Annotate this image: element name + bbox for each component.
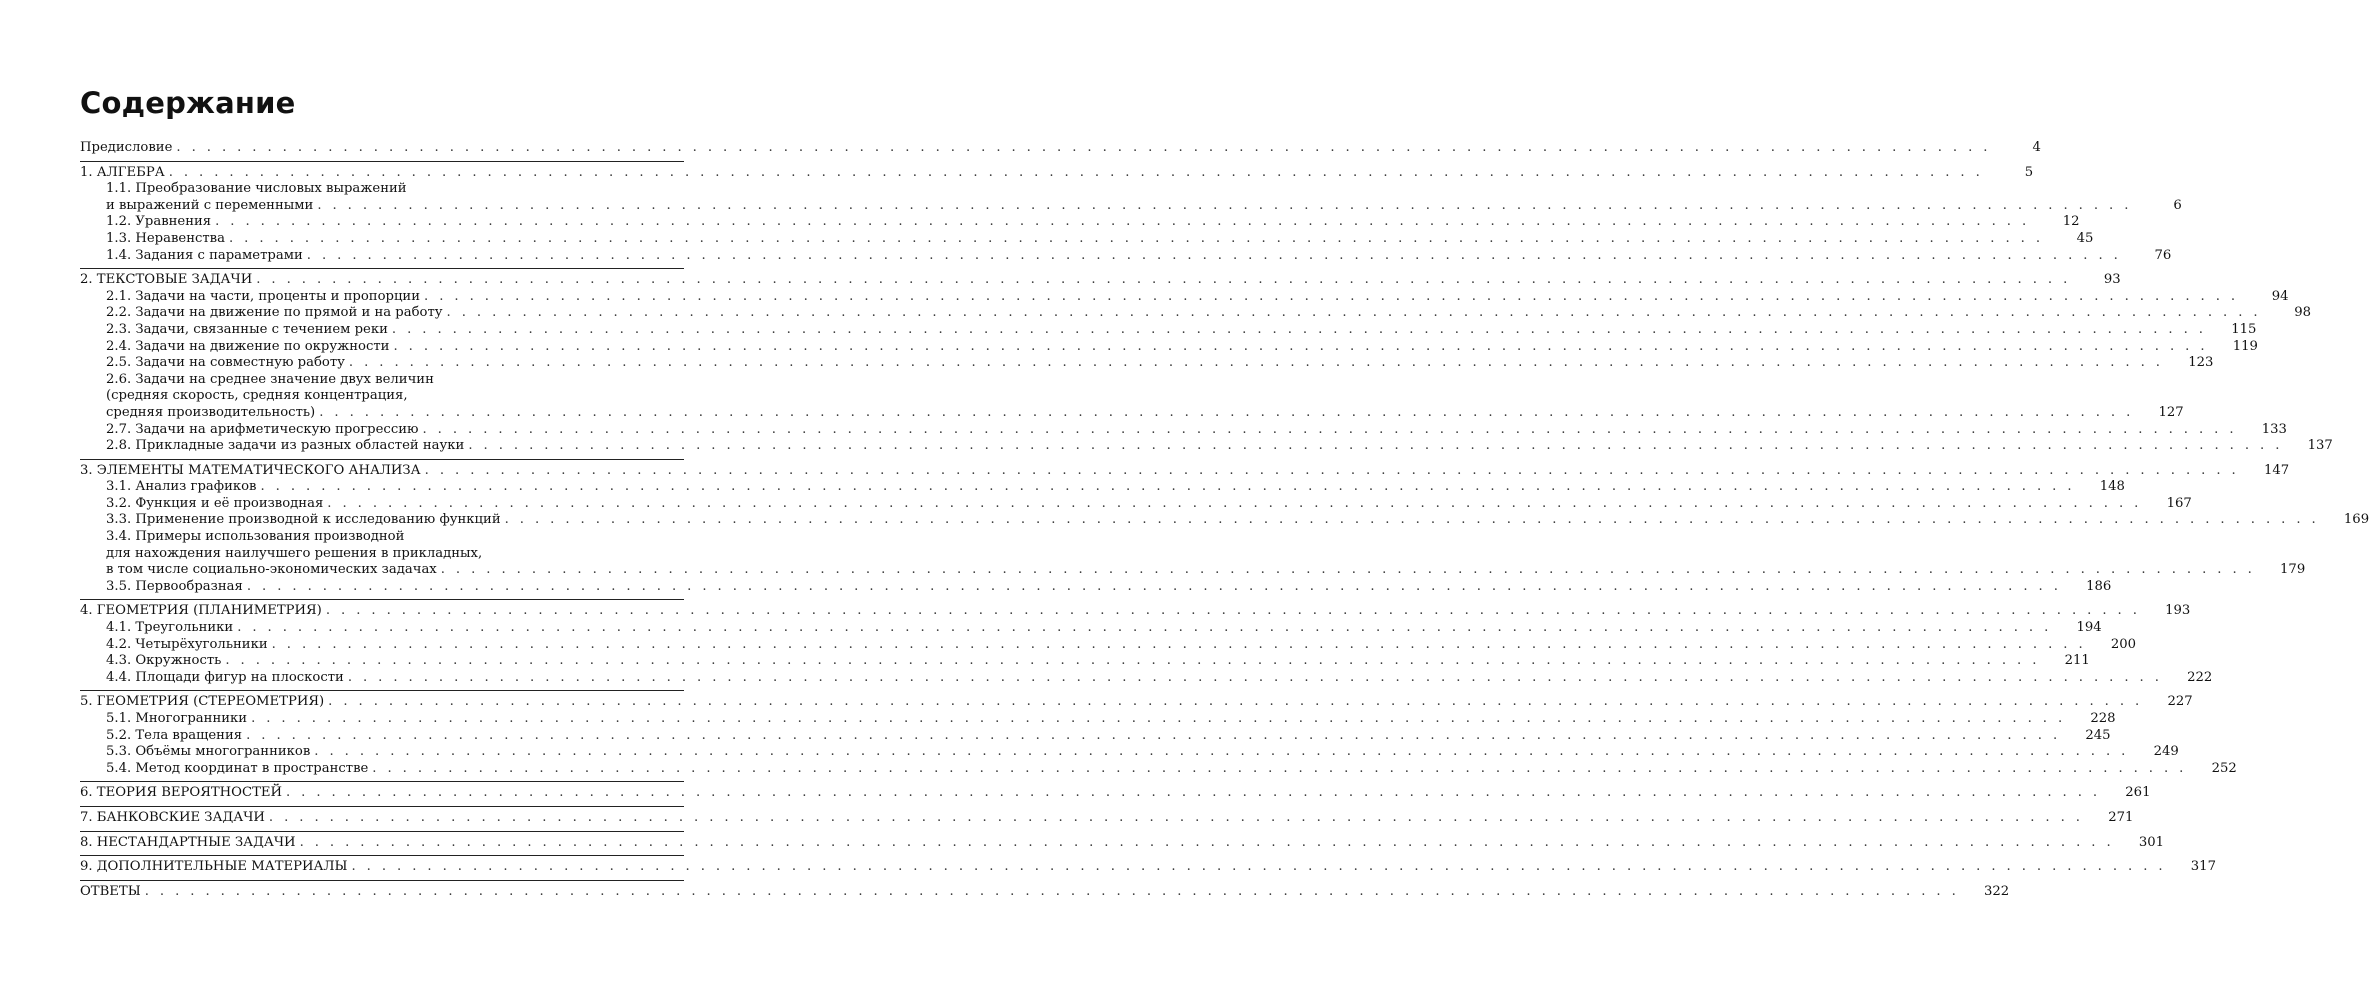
toc-chapter-line[interactable] [80,462,2290,480]
entry-title: 2.4. Задачи на движение по окружности [106,338,390,354]
toc-chapter-block [80,855,2216,880]
entry-title: 4. ГЕОМЕТРИЯ (ПЛАНИМЕТРИЯ) [80,603,322,619]
toc-chapter-line[interactable] [80,603,2191,620]
entry-title: и выражений с переменными [106,197,314,213]
entry-title: 5.1. Многогранники [106,711,248,726]
page-number: 123 [2188,355,2214,371]
dot-leader: . . . . . . . . . . . . . . . . . . . . . . . . . . . . . . . . . . . . . . . . . . . . . . . . . . . . . . . . . . . . . . . . . . . . . . . . . . . . . . . . . . . . . . . . . . . . . . . . . . . . . . . . . . . . . . . . . . . . . . . . [391,321,2207,337]
entry-title: (средняя скорость, средняя концентрация, [106,388,408,404]
page-number: 301 [2138,834,2165,850]
entry-title: 6. ТЕОРИЯ ВЕРОЯТНОСТЕЙ [80,785,282,801]
dot-leader: . . . . . . . . . . . . . . . . . . . . . . . . . . . . . . . . . . . . . . . . . . . . . . . . . . . . . . . . . . . . . . . . . . . . . . . . . . . . . . . . . . . . . . . . . . . . . . . . . . . . . . . . . . . . . . . . . . . . . . . . [424,288,2239,304]
toc-chapter-line[interactable] [80,809,2134,827]
toc-chapter-line[interactable] [80,834,2165,852]
dot-leader: . . . . . . . . . . . . . . . . . . . . . . . . . . . . . . . . . . . . . . . . . . . . . . . . . . . . . . . . . . . . . . . . . . . . . . . . . . . . . . . . . . . . . . . . . . . . . . . . . . . . . . . . . . . . . . . . . . . . . . . . [256,272,2071,288]
toc-chapter-block [80,459,2369,600]
toc-section-line[interactable] [80,529,684,546]
toc-chapter-line[interactable] [80,694,2193,711]
toc-chapter-block [80,161,2182,269]
entry-title: ОТВЕТЫ [80,883,141,899]
entry-title: 1. АЛГЕБРА [80,164,165,180]
toc-section-line[interactable] [80,338,2258,356]
entry-title: 4.2. Четырёхугольники [106,636,268,652]
entry-title: 9. ДОПОЛНИТЕЛЬНЫЕ МАТЕРИАЛЫ [80,859,348,875]
toc-section-line[interactable] [80,636,2137,654]
dot-leader: . . . . . . . . . . . . . . . . . . . . . . . . . . . . . . . . . . . . . . . . . . . . . . . . . . . . . . . . . . . . . . . . . . . . . . . . . . . . . . . . . . . . . . . . . . . . . . . . . . . . . . . . . . . . . . . . . . . . . . . . [237,620,2052,636]
dot-leader: . . . . . . . . . . . . . . . . . . . . . . . . . . . . . . . . . . . . . . . . . . . . . . . . . . . . . . . . . . . . . . . . . . . . . . . . . . . . . . . . . . . . . . . . . . . . . . . . . . . . . . . . . . . . . . . . . . . . . . . . [260,479,2075,495]
toc-section-line[interactable] [80,421,2287,439]
toc-chapter-line[interactable] [80,272,2121,289]
page-number: 200 [2110,636,2137,652]
page-number: 186 [2086,578,2112,594]
page-number: 227 [2167,694,2193,710]
page-number: 12 [2062,214,2080,230]
entry-title: 3.5. Первообразная [106,578,243,594]
entry-title: 2.8. Прикладные задачи из разных областей науки [106,438,465,454]
entry-title: 2.1. Задачи на части, проценты и пропорции [106,288,421,304]
toc-section-line[interactable] [80,404,2184,422]
page-number: 4 [2032,140,2041,155]
dot-leader: . . . . . . . . . . . . . . . . . . . . . . . . . . . . . . . . . . . . . . . . . . . . . . . . . . . . . . . . . . . . . . . . . . . . . . . . . . . . . . . . . . . . . . . . . . . . . . . . . . . . . . . . . . . . . . . . . . . . . . . . [351,859,2166,875]
page-number: 167 [2166,495,2192,511]
toc-section-line[interactable] [80,760,2237,778]
toc-section-line[interactable] [80,247,2172,265]
entry-title: 5.2. Тела вращения [106,727,243,743]
dot-leader: . . . . . . . . . . . . . . . . . . . . . . . . . . . . . . . . . . . . . . . . . . . . . . . . . . . . . . . . . . . . . . . . . . . . . . . . . . . . . . . . . . . . . . . . . . . . . . . . . . . . . . . . . . . . . . . . . . . . . . . . [314,744,2129,760]
dot-leader: . . . . . . . . . . . . . . . . . . . . . . . . . . . . . . . . . . . . . . . . . . . . . . . . . . . . . . . . . . . . . . . . . . . . . . . . . . . . . . . . . . . . . . . . . . . . . . . . . . . . . . . . . . . . . . . . . . . . . . . . [393,338,2208,354]
entry-title: 1.4. Задания с параметрами [106,247,303,263]
page-number: 228 [2090,711,2116,726]
toc-section-line[interactable] [80,711,2116,728]
toc-chapter-line[interactable] [80,883,2010,901]
dot-leader: . . . . . . . . . . . . . . . . . . . . . . . . . . . . . . . . . . . . . . . . . . . . . . . . . . . . . . . . . . . . . . . . . . . . . . . . . . . . . . . . . . . . . . . . . . . . . . . . . . . . . . . . . . . . . . . . . . . . . . . . [347,669,2163,685]
toc-section-line[interactable] [80,197,2182,215]
entry-title: 4.3. Окружность [106,653,222,669]
dot-leader: . . . . . . . . . . . . . . . . . . . . . . . . . . . . . . . . . . . . . . . . . . . . . . . . . . . . . . . . . . . . . . . . . . . . . . . . . . . . . . . . . . . . . . . . . . . . . . . . . . . . . . . . . . . . . . . . . . . . . . . . [144,883,1960,899]
page-number: 137 [2307,438,2333,454]
entry-title: 5.4. Метод координат в пространстве [106,760,369,776]
toc-chapter-block [80,268,2333,459]
toc-chapter-line[interactable] [80,140,2041,157]
toc-chapter-block [80,599,2213,690]
dot-leader: . . . . . . . . . . . . . . . . . . . . . . . . . . . . . . . . . . . . . . . . . . . . . . . . . . . . . . . . . . . . . . . . . . . . . . . . . . . . . . . . . . . . . . . . . . . . . . . . . . . . . . . . . . . . . . . . . . . . . . . . [215,214,2030,230]
page-number: 179 [2280,562,2306,578]
dot-leader: . . . . . . . . . . . . . . . . . . . . . . . . . . . . . . . . . . . . . . . . . . . . . . . . . . . . . . . . . . . . . . . . . . . . . . . . . . . . . . . . . . . . . . . . . . . . . . . . . . . . . . . . . . . . . . . . . . . . . . . . [225,653,2040,669]
page-number: 249 [2153,744,2179,760]
page-number: 6 [2173,197,2182,213]
toc-section-line[interactable] [80,744,2179,761]
dot-leader: . . . . . . . . . . . . . . . . . . . . . . . . . . . . . . . . . . . . . . . . . . . . . . . . . . . . . . . . . . . . . . . . . . . . . . . . . . . . . . . . . . . . . . . . . . . . . . . . . . . . . . . . . . . . . . . . . . . . . . . . [327,495,2142,511]
toc-section-line[interactable] [80,620,2102,637]
entry-title: 5. ГЕОМЕТРИЯ (СТЕРЕОМЕТРИЯ) [80,694,325,710]
entry-title: 3.2. Функция и её производная [106,495,324,511]
dot-leader: . . . . . . . . . . . . . . . . . . . . . . . . . . . . . . . . . . . . . . . . . . . . . . . . . . . . . . . . . . . . . . . . . . . . . . . . . . . . . . . . . . . . . . . . . . . . . . . . . . . . . . . . . . . . . . . . . . . . . . . . [348,355,2164,371]
toc-section-line[interactable] [80,512,2369,529]
page-number: 93 [2103,272,2121,288]
dot-leader: . . . . . . . . . . . . . . . . . . . . . . . . . . . . . . . . . . . . . . . . . . . . . . . . . . . . . . . . . . . . . . . . . . . . . . . . . . . . . . . . . . . . . . . . . . . . . . . . . . . . . . . . . . . . . . . . . . . . . . . . [168,164,1984,180]
dot-leader: . . . . . . . . . . . . . . . . . . . . . . . . . . . . . . . . . . . . . . . . . . . . . . . . . . . . . . . . . . . . . . . . . . . . . . . . . . . . . . . . . . . . . . . . . . . . . . . . . . . . . . . . . . . . . . . . . . . . . . . . [328,694,2143,710]
page-number: 194 [2076,620,2102,636]
page-number: 147 [2263,462,2290,478]
toc-section-line[interactable] [80,181,684,198]
dot-leader: . . . . . . . . . . . . . . . . . . . . . . . . . . . . . . . . . . . . . . . . . . . . . . . . . . . . . . . . . . . . . . . . . . . . . . . . . . . . . . . . . . . . . . . . . . . . . . . . . . . . . . . . . . . . . . . . . . . . . . . . [372,760,2187,776]
toc-chapter-block [80,831,2165,856]
dot-leader: . . . . . . . . . . . . . . . . . . . . . . . . . . . . . . . . . . . . . . . . . . . . . . . . . . . . . . . . . . . . . . . . . . . . . . . . . . . . . . . . . . . . . . . . . . . . . . . . . . . . . . . . . . . . . . . . . . . . . . . . [446,305,2261,321]
entry-title: 2. ТЕКСТОВЫЕ ЗАДАЧИ [80,272,253,288]
page-title: Содержание [80,86,296,120]
toc-chapter-line[interactable] [80,164,2034,182]
toc-section-line[interactable] [80,669,2213,687]
dot-leader: . . . . . . . . . . . . . . . . . . . . . . . . . . . . . . . . . . . . . . . . . . . . . . . . . . . . . . . . . . . . . . . . . . . . . . . . . . . . . . . . . . . . . . . . . . . . . . . . . . . . . . . . . . . . . . . . . . . . . . . . [228,230,2044,246]
page-number: 76 [2154,247,2172,263]
entry-title: 2.3. Задачи, связанные с течением реки [106,321,388,337]
page-number: 5 [2024,164,2034,180]
entry-title: 2.6. Задачи на среднее значение двух величин [106,371,434,387]
page-number: 222 [2187,669,2213,685]
entry-title: средняя производительность) [106,404,316,420]
page-number: 252 [2211,760,2237,776]
entry-title: 2.2. Задачи на движение по прямой и на работу [106,305,443,321]
entry-title: 4.1. Треугольники [106,620,234,636]
toc-section-line[interactable] [80,727,2111,745]
entry-title: 2.7. Задачи на арифметическую прогрессию [106,421,419,437]
toc-section-line[interactable] [80,214,2080,231]
entry-title: для нахождения наилучшего решения в прикладных, [106,545,483,561]
toc-section-line[interactable] [80,321,2257,339]
toc-chapter-line[interactable] [80,785,2151,802]
page-number: 45 [2076,230,2094,246]
entry-title: в том числе социально-экономических задачах [106,562,437,578]
page-number: 261 [2125,785,2151,801]
toc-chapter-block [80,781,2151,806]
toc-section-line[interactable] [80,288,2289,306]
dot-leader: . . . . . . . . . . . . . . . . . . . . . . . . . . . . . . . . . . . . . . . . . . . . . . . . . . . . . . . . . . . . . . . . . . . . . . . . . . . . . . . . . . . . . . . . . . . . . . . . . . . . . . . . . . . . . . . . . . . . . . . . [504,512,2320,528]
page-number: 119 [2232,338,2258,354]
page-number: 193 [2165,603,2191,619]
toc-section-line[interactable] [80,578,2112,596]
entry-title: 8. НЕСТАНДАРТНЫЕ ЗАДАЧИ [80,834,296,850]
toc-chapter-block [80,806,2134,831]
dot-leader: . . . . . . . . . . . . . . . . . . . . . . . . . . . . . . . . . . . . . . . . . . . . . . . . . . . . . . . . . . . . . . . . . . . . . . . . . . . . . . . . . . . . . . . . . . . . . . . . . . . . . . . . . . . . . . . . . . . . . . . . [317,197,2132,213]
entry-title: 1.2. Уравнения [106,214,212,230]
entry-title: 1.1. Преобразование числовых выражений [106,181,407,197]
entry-title: 5.3. Объёмы многогранников [106,744,311,760]
page-number: 94 [2271,288,2289,304]
page-number: 245 [2085,727,2111,743]
entry-title: 3.3. Применение производной к исследованию функций [106,512,501,528]
page-number: 322 [1984,883,2010,899]
entry-title: 7. БАНКОВСКИЕ ЗАДАЧИ [80,809,265,825]
toc-chapter-block [80,137,2041,161]
toc-section-line[interactable] [80,495,2192,513]
page-number: 211 [2064,653,2090,669]
toc-section-line[interactable] [80,230,2094,248]
dot-leader: . . . . . . . . . . . . . . . . . . . . . . . . . . . . . . . . . . . . . . . . . . . . . . . . . . . . . . . . . . . . . . . . . . . . . . . . . . . . . . . . . . . . . . . . . . . . . . . . . . . . . . . . . . . . . . . . . . . . . . . . [246,727,2061,743]
page-number: 148 [2099,479,2125,495]
toc-section-line[interactable] [80,355,2214,372]
page-number: 98 [2294,305,2311,321]
toc-section-line[interactable] [80,388,684,405]
entry-title: Предисловие [80,140,173,155]
dot-leader: . . . . . . . . . . . . . . . . . . . . . . . . . . . . . . . . . . . . . . . . . . . . . . . . . . . . . . . . . . . . . . . . . . . . . . . . . . . . . . . . . . . . . . . . . . . . . . . . . . . . . . . . . . . . . . . . . . . . . . . . [246,578,2062,594]
toc-section-line[interactable] [80,562,2306,579]
toc-section-line[interactable] [80,305,2311,322]
toc-section-line[interactable] [80,372,684,389]
entry-title: 3.4. Примеры использования производной [106,529,405,545]
dot-leader: . . . . . . . . . . . . . . . . . . . . . . . . . . . . . . . . . . . . . . . . . . . . . . . . . . . . . . . . . . . . . . . . . . . . . . . . . . . . . . . . . . . . . . . . . . . . . . . . . . . . . . . . . . . . . . . . . . . . . . . . [268,809,2084,825]
page-number: 127 [2158,404,2184,420]
entry-title: 3. ЭЛЕМЕНТЫ МАТЕМАТИЧЕСКОГО АНАЛИЗА [80,462,421,478]
table-of-contents [80,137,2369,904]
toc-chapter-block [80,690,2237,781]
toc-chapter-line[interactable] [80,859,2216,876]
entry-title: 3.1. Анализ графиков [106,479,257,495]
toc-section-line[interactable] [80,653,2090,670]
page-number: 271 [2108,809,2134,825]
page-number: 169 [2343,512,2369,528]
dot-leader: . . . . . . . . . . . . . . . . . . . . . . . . . . . . . . . . . . . . . . . . . . . . . . . . . . . . . . . . . . . . . . . . . . . . . . . . . . . . . . . . . . . . . . . . . . . . . . . . . . . . . . . . . . . . . . . . . . . . . . . . [306,247,2122,263]
page-number: 317 [2190,859,2216,875]
dot-leader: . . . . . . . . . . . . . . . . . . . . . . . . . . . . . . . . . . . . . . . . . . . . . . . . . . . . . . . . . . . . . . . . . . . . . . . . . . . . . . . . . . . . . . . . . . . . . . . . . . . . . . . . . . . . . . . . . . . . . . . . [319,404,2134,420]
dot-leader: . . . . . . . . . . . . . . . . . . . . . . . . . . . . . . . . . . . . . . . . . . . . . . . . . . . . . . . . . . . . . . . . . . . . . . . . . . . . . . . . . . . . . . . . . . . . . . . . . . . . . . . . . . . . . . . . . . . . . . . . [286,785,2101,801]
page-number: 115 [2231,321,2257,337]
dot-leader: . . . . . . . . . . . . . . . . . . . . . . . . . . . . . . . . . . . . . . . . . . . . . . . . . . . . . . . . . . . . . . . . . . . . . . . . . . . . . . . . . . . . . . . . . . . . . . . . . . . . . . . . . . . . . . . . . . . . . . . . [176,140,1991,155]
dot-leader: . . . . . . . . . . . . . . . . . . . . . . . . . . . . . . . . . . . . . . . . . . . . . . . . . . . . . . . . . . . . . . . . . . . . . . . . . . . . . . . . . . . . . . . . . . . . . . . . . . . . . . . . . . . . . . . . . . . . . . . . [271,636,2087,652]
toc-section-line[interactable] [80,546,684,563]
dot-leader: . . . . . . . . . . . . . . . . . . . . . . . . . . . . . . . . . . . . . . . . . . . . . . . . . . . . . . . . . . . . . . . . . . . . . . . . . . . . . . . . . . . . . . . . . . . . . . . . . . . . . . . . . . . . . . . . . . . . . . . . [251,711,2066,726]
entry-title: 4.4. Площади фигур на плоскости [106,669,344,685]
dot-leader: . . . . . . . . . . . . . . . . . . . . . . . . . . . . . . . . . . . . . . . . . . . . . . . . . . . . . . . . . . . . . . . . . . . . . . . . . . . . . . . . . . . . . . . . . . . . . . . . . . . . . . . . . . . . . . . . . . . . . . . . [440,562,2256,578]
toc-chapter-block [80,880,2010,905]
dot-leader: . . . . . . . . . . . . . . . . . . . . . . . . . . . . . . . . . . . . . . . . . . . . . . . . . . . . . . . . . . . . . . . . . . . . . . . . . . . . . . . . . . . . . . . . . . . . . . . . . . . . . . . . . . . . . . . . . . . . . . . . [299,834,2115,850]
dot-leader: . . . . . . . . . . . . . . . . . . . . . . . . . . . . . . . . . . . . . . . . . . . . . . . . . . . . . . . . . . . . . . . . . . . . . . . . . . . . . . . . . . . . . . . . . . . . . . . . . . . . . . . . . . . . . . . . . . . . . . . . [468,438,2283,454]
entry-title: 1.3. Неравенства [106,230,225,246]
dot-leader: . . . . . . . . . . . . . . . . . . . . . . . . . . . . . . . . . . . . . . . . . . . . . . . . . . . . . . . . . . . . . . . . . . . . . . . . . . . . . . . . . . . . . . . . . . . . . . . . . . . . . . . . . . . . . . . . . . . . . . . . [424,462,2240,478]
dot-leader: . . . . . . . . . . . . . . . . . . . . . . . . . . . . . . . . . . . . . . . . . . . . . . . . . . . . . . . . . . . . . . . . . . . . . . . . . . . . . . . . . . . . . . . . . . . . . . . . . . . . . . . . . . . . . . . . . . . . . . . . [422,421,2237,437]
entry-title: 2.5. Задачи на совместную работу [106,355,345,371]
toc-section-line[interactable] [80,438,2333,455]
toc-section-line[interactable] [80,479,2125,496]
page-number: 133 [2261,421,2287,437]
dot-leader: . . . . . . . . . . . . . . . . . . . . . . . . . . . . . . . . . . . . . . . . . . . . . . . . . . . . . . . . . . . . . . . . . . . . . . . . . . . . . . . . . . . . . . . . . . . . . . . . . . . . . . . . . . . . . . . . . . . . . . . . [325,603,2141,619]
